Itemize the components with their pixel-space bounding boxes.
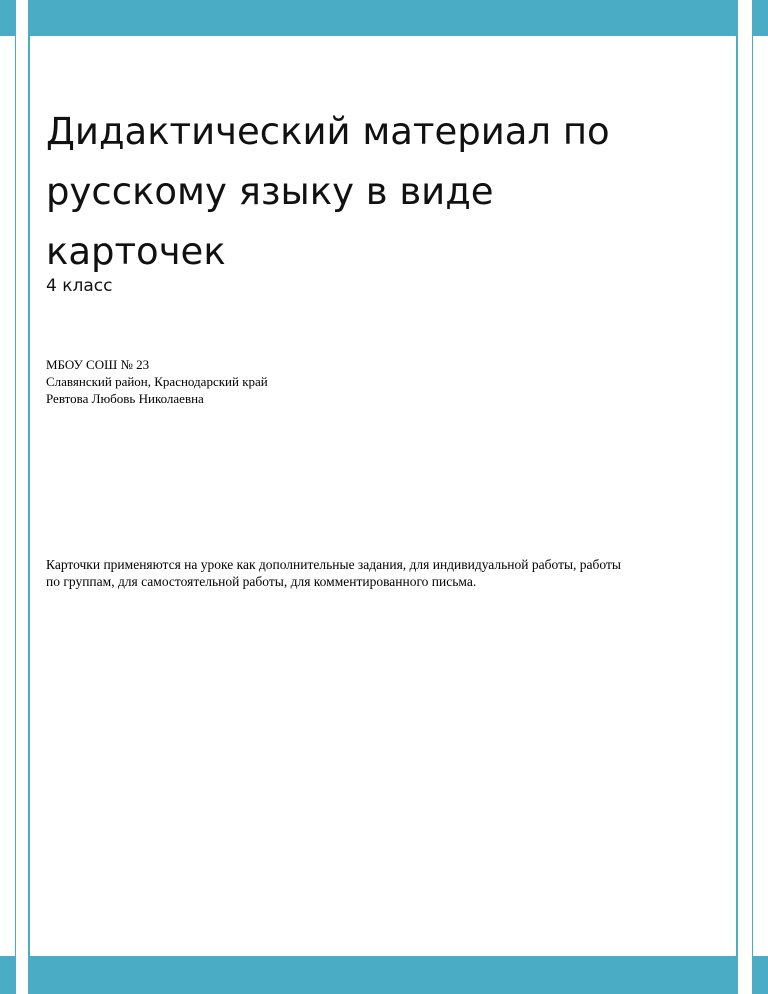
right-frame-line [736, 36, 738, 956]
left-edge-top-block [0, 0, 16, 36]
author-info [46, 356, 268, 407]
region-name: Славянский район, Краснодарский край [46, 374, 268, 389]
left-frame-line [28, 36, 30, 956]
description-line-2: по группам, для самостоятельной работы, для комментированного письма. [46, 574, 477, 589]
bottom-accent-bar [28, 956, 738, 994]
document-title [46, 102, 686, 282]
left-edge-border [0, 0, 16, 994]
author-name: Ревтова Любовь Николаевна [46, 391, 204, 406]
top-accent-bar [28, 0, 738, 36]
right-edge-border [752, 0, 768, 994]
title-line-3: карточек [46, 230, 226, 273]
school-name: МБОУ СОШ № 23 [46, 357, 150, 372]
grade-label: 4 класс [46, 276, 113, 296]
title-line-1: Дидактический материал по [46, 110, 610, 153]
right-edge-top-block [752, 0, 768, 36]
description-text [46, 556, 726, 590]
title-line-2: русскому языку в виде [46, 170, 494, 213]
description-line-1: Карточки применяются на уроке как дополнительные задания, для индивидуальной работы, работы [46, 557, 621, 572]
right-edge-bottom-block [752, 956, 768, 994]
left-edge-bottom-block [0, 956, 16, 994]
